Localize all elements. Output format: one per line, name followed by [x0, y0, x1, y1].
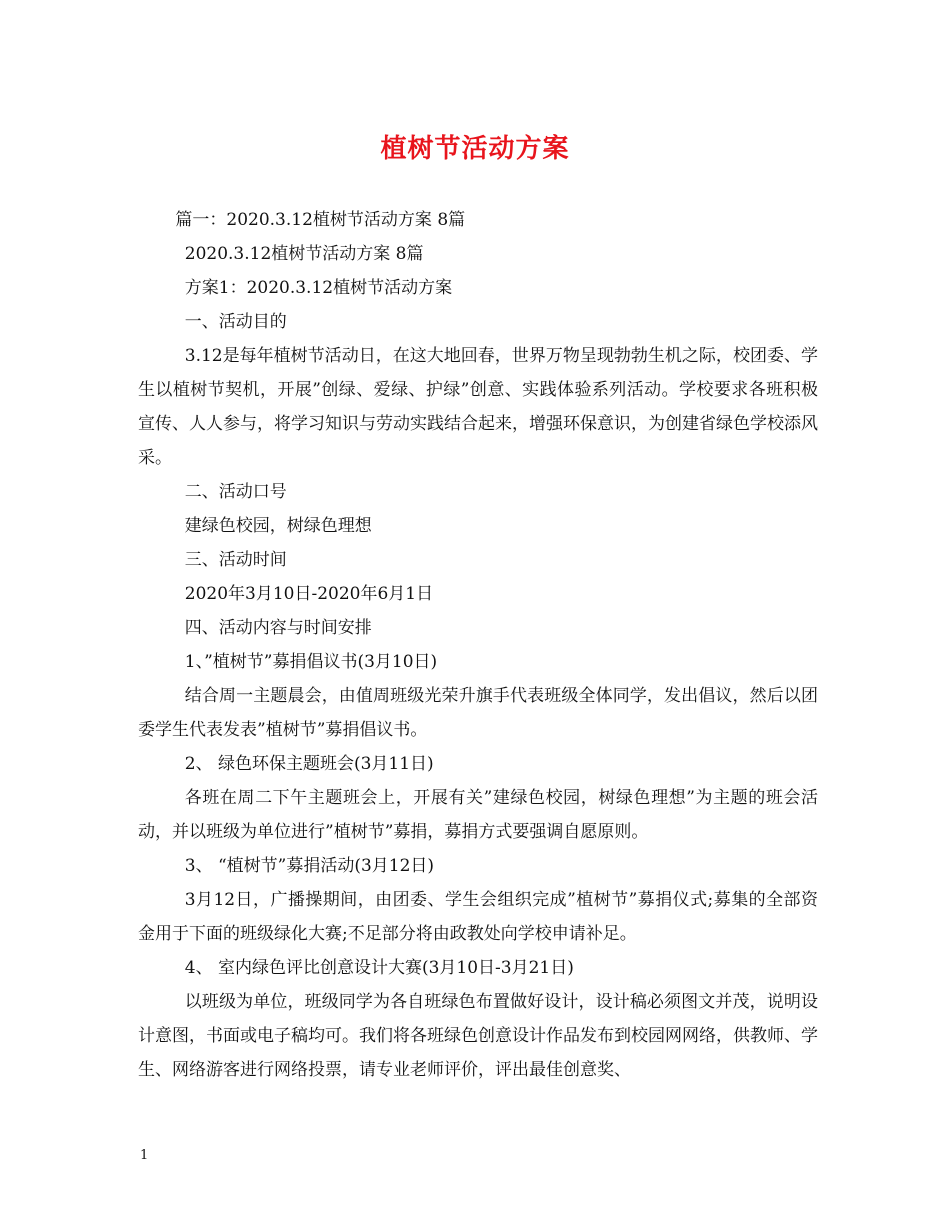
section-heading: 四、活动内容与时间安排 [184, 618, 372, 638]
section-heading: 二、活动口号 [184, 482, 287, 502]
paragraph: 建绿色校园，树绿色理想 [184, 516, 372, 536]
paragraph: 结合周一主题晨会，由值周班级光荣升旗手代表班级全体同学，发出倡议，然后以团委学生代表发表”植树节”募捐倡议书。 [138, 686, 818, 740]
list-item-heading: 1、”植树节”募捐倡议书(3月10日) [184, 652, 438, 672]
section-heading: 一、活动目的 [184, 312, 287, 332]
paragraph: 篇一：2020.3.12植树节活动方案 8篇 [175, 210, 466, 230]
list-item-heading: 3、 “植树节”募捐活动(3月12日) [184, 856, 435, 876]
paragraph: 以班级为单位，班级同学为各自班绿色布置做好设计，设计稿必须图文并茂，说明设计意图，书面或电子稿均可。我们将各班绿色创意设计作品发布到校园网网络，供教师、学生、网络游客进行网络投票，请专业老师评价，评出最佳创意奖、 [138, 992, 818, 1080]
document-body [138, 203, 818, 1087]
paragraph: 3.12是每年植树节活动日，在这大地回春，世界万物呈现勃勃生机之际，校团委、学生以植树节契机，开展”创绿、爱绿、护绿”创意、实践体验系列活动。学校要求各班积极宣传、人人参与，将学习知识与劳动实践结合起来，增强环保意识，为创建省绿色学校添风采。 [138, 346, 818, 468]
list-item-heading: 4、 室内绿色评比创意设计大赛(3月10日-3月21日) [184, 958, 574, 978]
paragraph: 各班在周二下午主题班会上，开展有关”建绿色校园，树绿色理想”为主题的班会活动，并以班级为单位进行”植树节”募捐，募捐方式要强调自愿原则。 [138, 788, 818, 842]
paragraph: 2020年3月10日-2020年6月1日 [184, 584, 434, 604]
section-heading: 三、活动时间 [184, 550, 287, 570]
paragraph: 方案1：2020.3.12植树节活动方案 [184, 278, 453, 298]
paragraph: 2020.3.12植树节活动方案 8篇 [184, 244, 424, 264]
list-item-heading: 2、 绿色环保主题班会(3月11日) [184, 754, 434, 774]
paragraph: 3月12日，广播操期间，由团委、学生会组织完成”植树节”募捐仪式;募集的全部资金用于下面的班级绿化大赛;不足部分将由政教处向学校申请补足。 [138, 890, 818, 944]
page-number: 1 [140, 1148, 149, 1163]
document-title: 植树节活动方案 [380, 134, 570, 164]
